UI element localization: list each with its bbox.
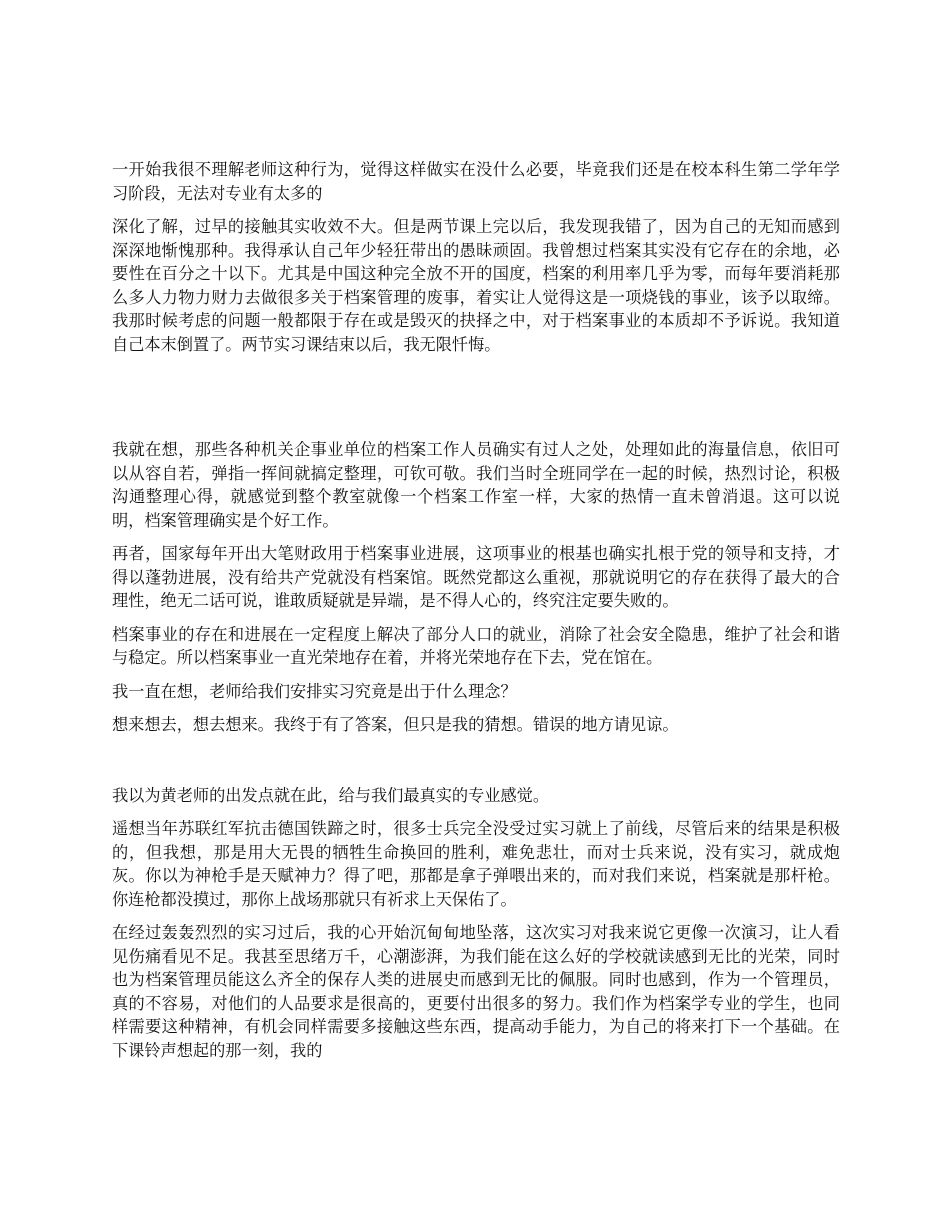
document-body — [112, 158, 840, 1072]
paragraph-1: 一开始我很不理解老师这种行为，觉得这样做实在没什么必要，毕竟我们还是在校本科生第二学年学习阶段，无法对专业有太多的 — [112, 160, 840, 203]
paragraph-6: 我一直在想，老师给我们安排实习究竟是出于什么理念？ — [112, 681, 517, 701]
paragraph-2: 深化了解，过早的接触其实收效不大。但是两节课上完以后，我发现我错了，因为自己的无知而感到深深地惭愧那种。我得承认自己年少轻狂带出的愚昧顽固。我曾想过档案其实没有它存在的余地，必要性在百分之十以下。尤其是中国这种完全放不开的国度，档案的利用率几乎为零，而每年要消耗那么多人力物力财力去做很多关于档案管理的废事，着实让人觉得这是一项烧钱的事业，该予以取缔。我那时候考虑的问题一般都限于存在或是毁灭的抉择之中，对于档案事业的本质却不予诉说。我知道自己本末倒置了。两节实习课结束以后，我无限忏悔。 — [112, 217, 840, 354]
paragraph-9: 遥想当年苏联红军抗击德国铁蹄之时，很多士兵完全没受过实习就上了前线，尽管后来的结果是积极的，但我想，那是用大无畏的牺牲生命换回的胜利，难免悲壮，而对士兵来说，没有实习，就成炮灰。你以为神枪手是天赋神力？得了吧，那都是拿子弹喂出来的，而对我们来说，档案就是那杆枪。你连枪都没摸过，那你上战场那就只有祈求上天保佑了。 — [112, 819, 840, 909]
paragraph-5: 档案事业的存在和进展在一定程度上解决了部分人口的就业，消除了社会安全隐患，维护了社会和谐与稳定。所以档案事业一直光荣地存在着，并将光荣地存在下去，党在馆在。 — [112, 624, 840, 667]
paragraph-8: 我以为黄老师的出发点就在此，给与我们最真实的专业感觉。 — [112, 785, 550, 805]
blank-space — [112, 747, 840, 784]
paragraph-3: 我就在想，那些各种机关企事业单位的档案工作人员确实有过人之处，处理如此的海量信息，依旧可以从容自若，弹指一挥间就搞定整理，可钦可敬。我们当时全班同学在一起的时候，热烈讨论，积极沟通整理心得，就感觉到整个教室就像一个档案工作室一样，大家的热情一直未曾消退。这可以说明，档案管理确实是个好工作。 — [112, 440, 840, 530]
paragraph-10: 在经过轰轰烈烈的实习过后，我的心开始沉甸甸地坠落，这次实习对我来说它更像一次演习，让人看见伤痛看见不足。我甚至思绪万千，心潮澎湃，为我们能在这么好的学校就读感到无比的光荣，同时也为档案管理员能这么齐全的保存人类的进展史而感到无比的佩服。同时也感到，作为一个管理员，真的不容易，对他们的人品要求是很高的，更要付出很多的努力。我们作为档案学专业的学生，也同样需要这种精神，有机会同样需要多接触这些东西，提高动手能力，为自己的将来打下一个基础。在下课铃声想起的那一刻，我的 — [112, 923, 840, 1060]
paragraph-4: 再者，国家每年开出大笔财政用于档案事业进展，这项事业的根基也确实扎根于党的领导和支持，才得以蓬勃进展，没有给共产党就没有档案馆。既然党都这么重视，那就说明它的存在获得了最大的合理性，绝无二话可说，谁敢质疑就是异端，是不得人心的，终究注定要失败的。 — [112, 544, 840, 610]
blank-space — [112, 366, 840, 438]
paragraph-7: 想来想去，想去想来。我终于有了答案，但只是我的猜想。错误的地方请见谅。 — [112, 715, 679, 734]
